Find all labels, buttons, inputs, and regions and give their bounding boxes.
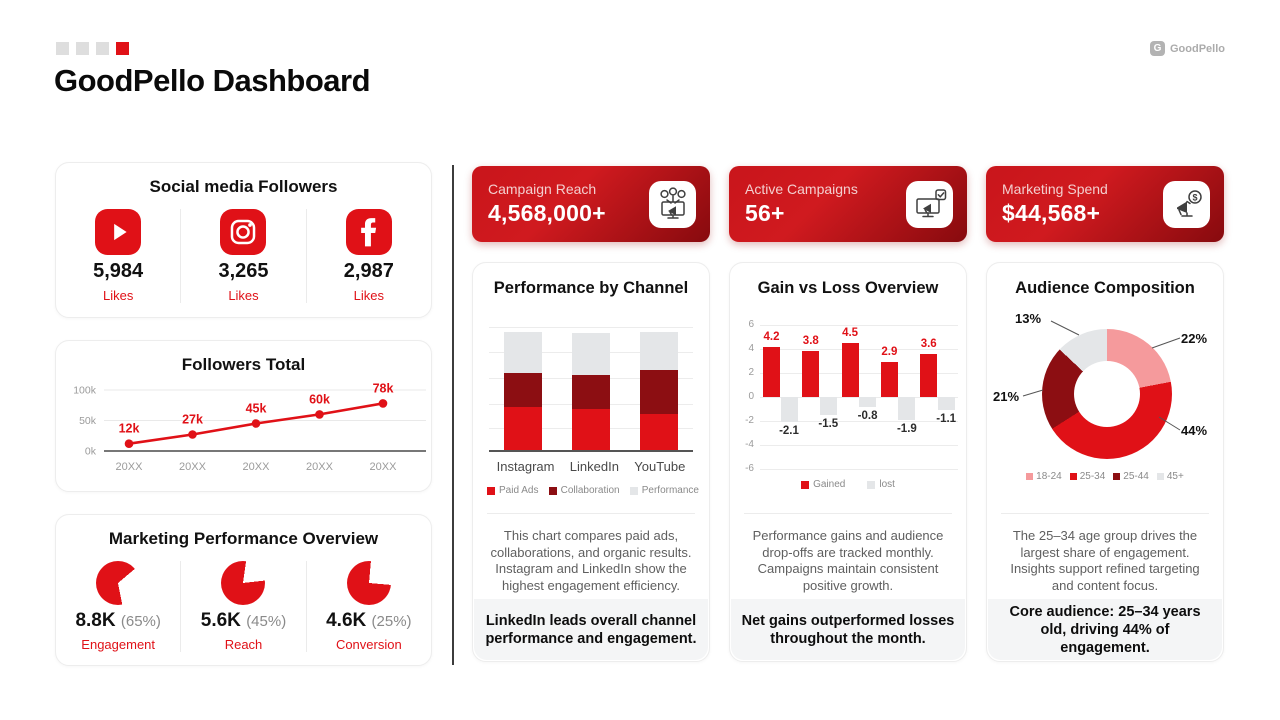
performance-row (56, 561, 431, 652)
lost-bar (898, 397, 915, 420)
kpi-value: 4,568,000+ (488, 200, 606, 226)
y-tick-label: 0 (748, 391, 754, 402)
chart-footer: LinkedIn leads overall channel performance and engagement. (474, 599, 708, 660)
svg-text:45k: 45k (245, 401, 267, 416)
legend-item (867, 479, 895, 490)
social-facebook (306, 209, 431, 303)
kpi-text (1002, 181, 1108, 227)
metric-number: 8.8K (75, 610, 116, 631)
brand-logo-icon: G (1150, 41, 1165, 56)
lost-bar (820, 397, 837, 415)
social-count: 5,984 (93, 260, 144, 282)
chart-title: Audience Composition (1015, 279, 1195, 297)
vertical-divider (452, 165, 454, 665)
chart-legend (487, 485, 699, 496)
gained-label: 4.5 (842, 327, 859, 339)
decor-square (96, 42, 109, 55)
metric-reach (180, 561, 305, 652)
gain-loss-chart (730, 307, 966, 513)
legend-label: lost (879, 479, 895, 490)
svg-text:60k: 60k (309, 392, 330, 407)
kpi-label: Active Campaigns (745, 181, 858, 197)
facebook-icon (346, 209, 392, 255)
legend-item (549, 485, 620, 496)
category-label: LinkedIn (569, 459, 619, 474)
legend-swatch (630, 487, 638, 495)
gridline (489, 327, 693, 328)
gain-loss-plot (745, 319, 958, 474)
bar-segment (504, 332, 542, 373)
metric-label: Conversion (335, 637, 402, 652)
metric-percent: (25%) (371, 613, 412, 630)
bar-segment (572, 333, 610, 375)
chart-title: Performance by Channel (493, 279, 689, 297)
column-gain-vs-loss (729, 166, 967, 662)
pie-icon (96, 561, 140, 605)
gained-label: 4.2 (763, 330, 780, 343)
marketing-performance-card (55, 514, 432, 666)
legend-item (630, 485, 699, 496)
followers-line-chart (56, 379, 431, 484)
gridline (760, 325, 958, 326)
pie-icon (221, 561, 265, 605)
legend-label: 25-44 (1123, 471, 1149, 482)
stacked-bar-chart (473, 307, 709, 513)
divider (1001, 513, 1209, 514)
gained-bar (763, 347, 780, 397)
decor-square (76, 42, 89, 55)
y-tick-label: 4 (748, 343, 754, 354)
svg-text:20XX: 20XX (115, 461, 143, 473)
legend-item (487, 485, 538, 496)
lost-label: -1.9 (896, 422, 917, 435)
legend-label: Performance (641, 485, 699, 496)
donut-legend (987, 471, 1223, 482)
social-instagram (180, 209, 305, 303)
legend-item (1157, 471, 1184, 482)
legend-label: Gained (813, 479, 846, 490)
donut-slice-label: 44% (1181, 423, 1208, 438)
svg-text:0k: 0k (84, 445, 96, 458)
instagram-icon (220, 209, 266, 255)
social-card-title: Social media Followers (149, 177, 338, 196)
svg-text:12k: 12k (118, 421, 140, 436)
y-tick-label: -4 (745, 439, 754, 450)
metric-number: 5.6K (200, 610, 241, 631)
stacked-bars (489, 332, 693, 450)
category-labels (489, 459, 693, 474)
gridline (760, 469, 958, 470)
svg-text:78k: 78k (372, 381, 394, 396)
y-tick-label: 2 (748, 367, 754, 378)
social-count-label: Likes (102, 288, 134, 303)
monitor-megaphone-check-icon (906, 181, 953, 228)
lost-label: -1.1 (936, 413, 957, 426)
lost-label: -1.5 (818, 418, 839, 430)
metric-value (75, 610, 160, 632)
kpi-value: $44,568+ (1002, 200, 1101, 226)
chart-title: Gain vs Loss Overview (757, 279, 939, 297)
gained-bar (802, 351, 819, 397)
gained-bar (881, 362, 898, 397)
brand-logo (1150, 41, 1225, 56)
legend-label: Paid Ads (499, 485, 539, 496)
kpi-text (488, 181, 606, 227)
legend-item (1026, 471, 1062, 482)
bar-segment (504, 373, 542, 407)
megaphone-people-icon (649, 181, 696, 228)
y-tick-label: 6 (748, 319, 754, 330)
bar-linkedin (572, 333, 610, 450)
svg-text:50k: 50k (79, 415, 96, 427)
donut-slice-label: 22% (1181, 331, 1208, 346)
legend-item (1070, 471, 1106, 482)
social-youtube (56, 209, 180, 303)
kpi-label: Marketing Spend (1002, 181, 1108, 197)
legend-swatch (487, 487, 495, 495)
svg-text:20XX: 20XX (179, 461, 206, 473)
donut-slice-label: 13% (1015, 311, 1042, 326)
y-tick-label: -2 (745, 415, 754, 426)
legend-swatch (1070, 473, 1077, 480)
line-chart-svg (56, 379, 433, 479)
chart-description: This chart compares paid ads, collaborations, and organic results. Instagram and LinkedIn show the highest engagement efficiency. (490, 528, 692, 593)
kpi-active-campaigns (729, 166, 967, 242)
bar-segment (640, 370, 678, 414)
donut-slice-label: 21% (993, 389, 1020, 404)
followers-total-card (55, 340, 432, 492)
metric-label: Engagement (81, 637, 156, 652)
metric-number: 4.6K (326, 610, 367, 631)
svg-text:27k: 27k (182, 412, 203, 427)
legend-swatch (1113, 473, 1120, 480)
decor-square (56, 42, 69, 55)
gained-label: 3.6 (920, 337, 937, 350)
social-count: 3,265 (218, 260, 269, 282)
legend-item (801, 479, 845, 490)
legend-swatch (801, 481, 809, 489)
followers-card-title: Followers Total (181, 355, 306, 374)
kpi-label: Campaign Reach (488, 181, 597, 197)
column-audience-composition (986, 166, 1224, 662)
header-accent-squares (56, 42, 129, 55)
bar-segment (572, 409, 610, 450)
stacked-plot (489, 327, 693, 452)
social-row (56, 209, 431, 303)
legend-swatch (1157, 473, 1164, 480)
kpi-value: 56+ (745, 200, 785, 226)
svg-text:$: $ (1191, 192, 1198, 203)
y-tick-label: -6 (745, 463, 754, 474)
metric-percent: (45%) (246, 613, 287, 630)
legend-label: 45+ (1166, 471, 1184, 482)
gained-label: 2.9 (881, 346, 898, 359)
legend-label: 18-24 (1036, 471, 1062, 482)
category-label: YouTube (634, 459, 686, 474)
audience-composition-card (986, 262, 1224, 662)
metric-conversion (306, 561, 431, 652)
legend-label: Collaboration (560, 485, 620, 496)
chart-description: The 25–34 age group drives the largest share of engagement. Insights support refined targeting and content focus. (1010, 528, 1200, 593)
legend-swatch (549, 487, 557, 495)
bar-segment (640, 332, 678, 370)
legend-label: 25-34 (1079, 471, 1106, 482)
legend-item (1113, 471, 1149, 482)
left-column (55, 162, 432, 666)
metric-engagement (56, 561, 180, 652)
lost-bar (781, 397, 798, 422)
performance-by-channel-card (472, 262, 710, 662)
kpi-text (745, 181, 858, 227)
chart-legend (730, 479, 966, 490)
legend-swatch (867, 481, 875, 489)
performance-card-title: Marketing Performance Overview (108, 529, 379, 548)
bar-segment (640, 414, 678, 450)
kpi-marketing-spend (986, 166, 1224, 242)
gain-vs-loss-card (729, 262, 967, 662)
bar-segment (572, 375, 610, 409)
svg-text:20XX: 20XX (306, 461, 333, 473)
lost-label: -0.8 (857, 409, 878, 422)
gridline (760, 445, 958, 446)
svg-text:20XX: 20XX (242, 461, 270, 473)
metric-label: Reach (224, 637, 263, 652)
category-label: Instagram (496, 459, 555, 474)
lost-label: -2.1 (779, 425, 799, 438)
lost-bar (938, 397, 955, 410)
gained-bar (842, 343, 859, 397)
divider (744, 513, 952, 514)
brand-logo-text: GoodPello (1170, 42, 1225, 55)
youtube-icon (95, 209, 141, 255)
lost-bar (859, 397, 876, 407)
chart-footer: Core audience: 25–34 years old, driving 44% of engagement. (988, 599, 1222, 660)
metric-value (326, 610, 411, 632)
social-count: 2,987 (343, 260, 394, 282)
gained-label: 3.8 (802, 335, 819, 348)
gained-bar (920, 354, 937, 397)
column-performance-by-channel (472, 166, 710, 662)
bar-youtube (640, 332, 678, 450)
social-count-label: Likes (228, 288, 259, 303)
metric-value (201, 610, 286, 632)
donut-chart-region (987, 307, 1223, 513)
svg-text:20XX: 20XX (369, 461, 397, 473)
svg-text:100k: 100k (73, 384, 96, 397)
chart-description: Performance gains and audience drop-offs are tracked monthly. Campaigns maintain consistent positive growth. (752, 528, 944, 593)
social-count-label: Likes (353, 288, 384, 303)
page-title: GoodPello Dashboard (54, 63, 371, 98)
social-followers-card (55, 162, 432, 318)
megaphone-dollar-icon (1163, 181, 1210, 228)
legend-swatch (1026, 473, 1033, 480)
right-area (472, 166, 1224, 662)
kpi-campaign-reach (472, 166, 710, 242)
pie-icon (347, 561, 391, 605)
metric-percent: (65%) (120, 613, 161, 630)
bar-instagram (504, 332, 542, 450)
chart-footer: Net gains outperformed losses throughout the month. (731, 599, 965, 660)
decor-square-red (116, 42, 129, 55)
divider (487, 513, 695, 514)
bar-segment (504, 407, 542, 450)
